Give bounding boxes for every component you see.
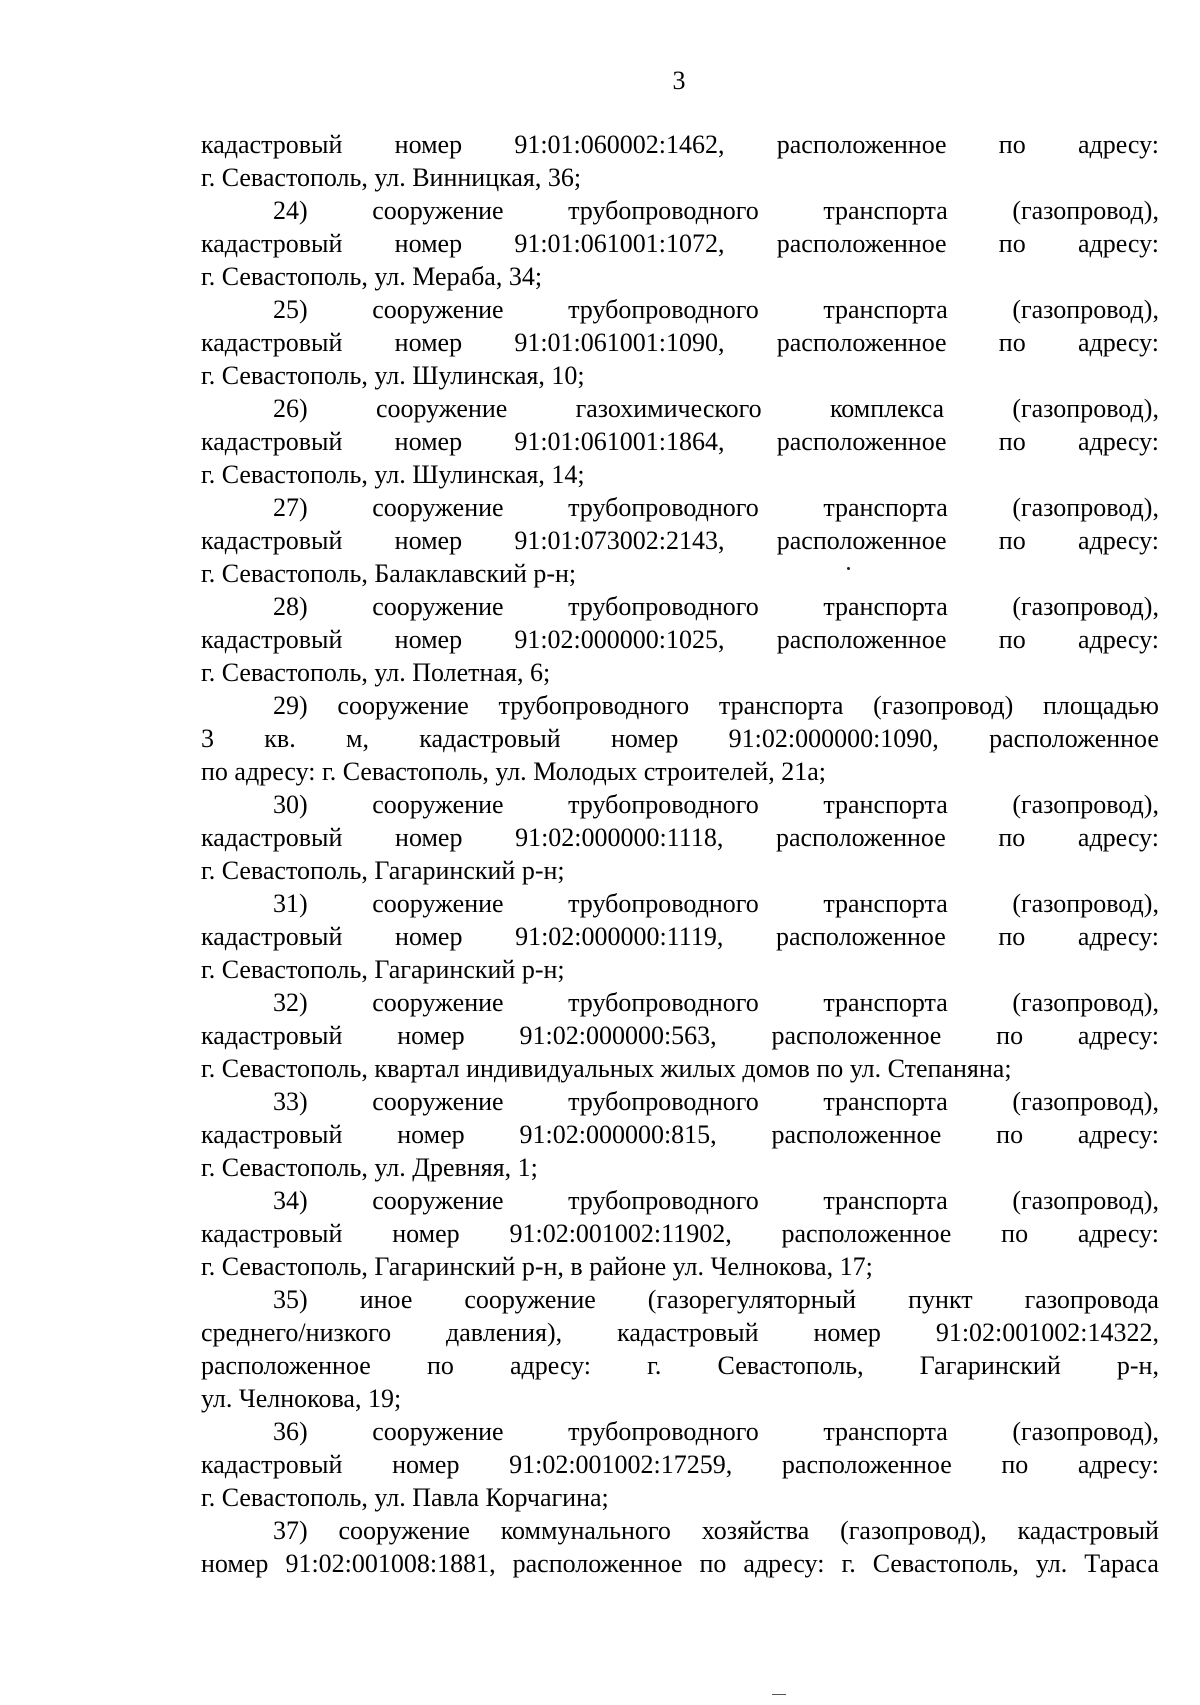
word: Севастополь, [221, 955, 375, 984]
word: Челнокова, [710, 1252, 840, 1281]
word: сооружение [372, 1417, 504, 1446]
word: г. [201, 1483, 222, 1512]
word: в [570, 1252, 590, 1281]
word: 91:02:000000:815, [519, 1120, 717, 1149]
word: (газопровод), [1012, 493, 1159, 522]
word: 36; [547, 163, 582, 192]
text-line [201, 1547, 1159, 1580]
word: газопровода [1024, 1285, 1159, 1314]
word: г. [201, 658, 222, 687]
word: пункт [908, 1285, 973, 1314]
word: адресу: [1077, 427, 1159, 456]
word: кадастровый [201, 1219, 343, 1248]
word: Севастополь, [221, 559, 375, 588]
word: 91:01:061001:1072, [514, 229, 725, 258]
word: номер [394, 625, 463, 654]
word: 91:01:073002:2143, [514, 526, 725, 555]
word: сооружение [372, 889, 504, 918]
word: по [996, 1021, 1024, 1050]
word: 91:01:060002:1462, [514, 130, 725, 159]
word: (газопровод), [1012, 196, 1159, 225]
word: 91:02:001002:17259, [509, 1450, 733, 1479]
word: транспорта [823, 295, 948, 324]
word: 31) [273, 889, 308, 918]
word: (газопровод), [1012, 988, 1159, 1017]
text-line [201, 1085, 1159, 1118]
word: Севастополь, [717, 1351, 864, 1380]
word: (газопровод), [840, 1516, 987, 1545]
word: строителей, [643, 757, 782, 786]
text-line [201, 1217, 1159, 1250]
word: расположенное [771, 1021, 942, 1050]
word: р-н; [533, 559, 577, 588]
word: (газопровод), [1012, 1087, 1159, 1116]
text-line [201, 392, 1159, 425]
word: по [998, 130, 1026, 159]
text-line [201, 227, 1159, 260]
word: Гагаринский [374, 955, 522, 984]
word: адресу: [1077, 1450, 1159, 1479]
word: трубопроводного [568, 790, 759, 819]
word: Севастополь, [221, 658, 375, 687]
word: Севастополь, [221, 1483, 375, 1512]
word: (газопровод), [1012, 1417, 1159, 1446]
word: расположенное [776, 229, 947, 258]
word: 30) [273, 790, 308, 819]
text-line [201, 1514, 1159, 1547]
word: кадастровый [201, 328, 343, 357]
word: транспорта [823, 1087, 948, 1116]
word: трубопроводного [568, 295, 759, 324]
document-body [201, 128, 1159, 1580]
word: индивидуальных [466, 1054, 661, 1083]
text-line [201, 293, 1159, 326]
text-line [201, 260, 1159, 293]
word: кадастровый [201, 625, 343, 654]
word: ул. [374, 163, 413, 192]
word: номер [394, 427, 463, 456]
word: сооружение [337, 691, 469, 720]
word: адресу: [1077, 922, 1159, 951]
word: ул. [374, 262, 413, 291]
word: транспорта [823, 1186, 948, 1215]
word: кадастровый [201, 130, 343, 159]
word: 91:02:000000:1090, [728, 724, 939, 753]
word: по [699, 1549, 727, 1578]
word: 27) [273, 493, 308, 522]
text-line [201, 458, 1159, 491]
word: давления), [446, 1318, 563, 1347]
word: р-н, [1116, 1351, 1159, 1380]
word: по [998, 922, 1026, 951]
word: кадастровый [201, 1021, 343, 1050]
word: транспорта [823, 592, 948, 621]
word: по [426, 1351, 454, 1380]
word: транспорта [823, 1417, 948, 1446]
word: кадастровый [1017, 1516, 1159, 1545]
word: 24) [273, 196, 308, 225]
word: трубопроводного [568, 493, 759, 522]
word: Севастополь, [221, 1054, 375, 1083]
word: сооружение [372, 493, 504, 522]
word: ул. [374, 1483, 413, 1512]
word: 6; [529, 658, 551, 687]
word: 25) [273, 295, 308, 324]
word: 14; [551, 460, 585, 489]
text-line [201, 425, 1159, 458]
word: Севастополь, [221, 1252, 375, 1281]
text-line [201, 623, 1159, 656]
word: ул. [201, 1384, 239, 1413]
text-line [201, 1118, 1159, 1151]
word: кадастровый [201, 922, 343, 951]
word: ул. [374, 460, 413, 489]
word: г. [201, 1054, 222, 1083]
word: по [998, 229, 1026, 258]
word: 91:02:000000:1118, [515, 823, 724, 852]
word: 19; [367, 1384, 402, 1413]
word: расположенное [776, 130, 947, 159]
text-line [201, 128, 1159, 161]
word: адресу: [1077, 1021, 1159, 1050]
word: Тараса [1084, 1549, 1159, 1578]
word: 17; [839, 1252, 873, 1281]
word: Севастополь, [221, 856, 375, 885]
word: 91:01:061001:1864, [514, 427, 725, 456]
word: адресу: [743, 1549, 825, 1578]
word: номер [394, 328, 463, 357]
word: домов [742, 1054, 817, 1083]
word: 91:02:000000:1119, [515, 922, 724, 951]
word: (газопровод), [1012, 889, 1159, 918]
word: 32) [273, 988, 308, 1017]
word: 35) [273, 1285, 308, 1314]
text-line [201, 689, 1159, 722]
word: сооружение [372, 592, 504, 621]
word: ул. [374, 1153, 413, 1182]
text-line [201, 1184, 1159, 1217]
scan-speck [847, 567, 850, 570]
text-line [201, 1052, 1159, 1085]
text-line [201, 326, 1159, 359]
word: среднего/низкого [201, 1318, 392, 1347]
word: Севастополь, [221, 361, 375, 390]
word: по [1001, 1219, 1029, 1248]
word: площадью [1043, 691, 1159, 720]
word: 37) [273, 1516, 308, 1545]
word: кадастровый [201, 526, 343, 555]
word: по [998, 526, 1026, 555]
text-line [201, 524, 1159, 557]
word: (газопровод), [1012, 790, 1159, 819]
word: кадастровый [201, 823, 343, 852]
word: ул. [374, 658, 413, 687]
text-line [201, 887, 1159, 920]
word: ул. [495, 757, 534, 786]
word: 10; [551, 361, 585, 390]
word: по [998, 823, 1026, 852]
word: по [996, 1120, 1024, 1149]
word: трубопроводного [568, 1087, 759, 1116]
word: номер [394, 229, 463, 258]
word: Челнокова, [238, 1384, 368, 1413]
text-line [201, 920, 1159, 953]
word: номер [394, 526, 463, 555]
word: транспорта [718, 691, 844, 720]
page-number: 3 [672, 66, 686, 95]
word: по [998, 625, 1026, 654]
text-line [201, 1415, 1159, 1448]
word: р-н, [521, 1252, 571, 1281]
word: транспорта [823, 889, 948, 918]
word: г. [201, 1153, 222, 1182]
text-line [201, 1250, 1159, 1283]
word: расположенное [771, 1120, 942, 1149]
word: Корчагина; [485, 1483, 609, 1512]
word: сооружение [372, 1087, 504, 1116]
word: трубопроводного [568, 1417, 759, 1446]
word: Гагаринский [374, 856, 522, 885]
word: 91:02:000000:1025, [514, 625, 725, 654]
word: Севастополь, [872, 1549, 1019, 1578]
word: кадастровый [201, 1120, 343, 1149]
word: (газопровод) [873, 691, 1014, 720]
word: г. [321, 757, 343, 786]
word: комплекса [829, 394, 945, 423]
word: Степаняна; [887, 1054, 1012, 1083]
word: сооружение [338, 1516, 470, 1545]
word: Мераба, [412, 262, 509, 291]
word: кадастровый [201, 427, 343, 456]
text-line [201, 491, 1159, 524]
word: г. [201, 163, 222, 192]
word: Полетная, [412, 658, 530, 687]
word: Павла [412, 1483, 486, 1512]
word: адресу: [1077, 625, 1159, 654]
word: 33) [273, 1087, 308, 1116]
text-line [201, 1151, 1159, 1184]
word: по [816, 1054, 850, 1083]
word: расположенное [776, 328, 947, 357]
word: расположенное [776, 526, 947, 555]
text-line [201, 1382, 1159, 1415]
word: трубопроводного [568, 196, 759, 225]
text-line [201, 194, 1159, 227]
word: расположенное [201, 1351, 371, 1380]
word: номер [201, 1549, 269, 1578]
word: по [201, 757, 235, 786]
scan-artifact [772, 1694, 786, 1695]
word: Севастополь, [221, 460, 375, 489]
word: адресу: [1077, 1219, 1159, 1248]
text-line [201, 359, 1159, 392]
word: номер [394, 130, 463, 159]
word: районе [589, 1252, 673, 1281]
word: (газопровод), [1012, 1186, 1159, 1215]
word: 21а; [781, 757, 826, 786]
word: номер [610, 724, 679, 753]
word: адресу: [234, 757, 322, 786]
word: 29) [273, 691, 308, 720]
text-line [201, 821, 1159, 854]
text-line [201, 1316, 1159, 1349]
word: адресу: [1077, 130, 1159, 159]
word: Севастополь, [221, 262, 375, 291]
text-line [201, 656, 1159, 689]
word: 3 [201, 724, 214, 753]
word: 91:01:061001:1090, [514, 328, 725, 357]
word: сооружение [372, 1186, 504, 1215]
word: номер [397, 1021, 465, 1050]
word: г. [647, 1351, 662, 1380]
word: адресу: [510, 1351, 592, 1380]
word: г. [201, 361, 222, 390]
word: Гагаринский [919, 1351, 1061, 1380]
word: сооружение [375, 394, 508, 423]
word: м, [345, 724, 369, 753]
word: (газопровод), [1012, 592, 1159, 621]
word: расположенное [781, 1219, 952, 1248]
word: ул. [1035, 1549, 1068, 1578]
word: номер [813, 1318, 881, 1347]
word: номер [392, 1450, 460, 1479]
word: Севастополь, [221, 1153, 375, 1182]
word: расположенное [776, 427, 947, 456]
word: коммунального [500, 1516, 671, 1545]
word: сооружение [464, 1285, 596, 1314]
word: 36) [273, 1417, 308, 1446]
word: кадастровый [201, 1450, 343, 1479]
word: расположенное [512, 1549, 683, 1578]
word: расположенное [781, 1450, 952, 1479]
word: ул. [374, 361, 413, 390]
word: сооружение [372, 295, 504, 324]
word: Молодых [533, 757, 644, 786]
word: кадастровый [201, 229, 343, 258]
word: Винницкая, [412, 163, 548, 192]
word: жилых [660, 1054, 743, 1083]
word: транспорта [823, 988, 948, 1017]
word: газохимического [575, 394, 762, 423]
word: 91:02:000000:563, [519, 1021, 717, 1050]
word: Севастополь, [221, 163, 375, 192]
word: адресу: [1077, 1120, 1159, 1149]
word: квартал [374, 1054, 467, 1083]
text-line [201, 1349, 1159, 1382]
word: адресу: [1077, 229, 1159, 258]
word: расположенное [775, 823, 946, 852]
word: 34; [508, 262, 543, 291]
word: р-н; [521, 856, 565, 885]
word: расположенное [776, 625, 947, 654]
word: г. [841, 1549, 856, 1578]
word: расположенное [775, 922, 946, 951]
word: кадастровый [419, 724, 561, 753]
text-line [201, 161, 1159, 194]
word: (газорегуляторный [647, 1285, 857, 1314]
word: транспорта [823, 196, 948, 225]
word: Древняя, [412, 1153, 518, 1182]
text-line [201, 788, 1159, 821]
word: трубопроводного [568, 592, 759, 621]
word: Шулинская, [412, 460, 552, 489]
word: по [998, 328, 1026, 357]
text-line [201, 557, 1159, 590]
word: 91:02:001002:14322, [935, 1318, 1159, 1347]
word: г. [201, 955, 222, 984]
word: номер [397, 1120, 465, 1149]
word: г. [201, 262, 222, 291]
word: адресу: [1077, 526, 1159, 555]
word: 1; [517, 1153, 538, 1182]
word: г. [201, 856, 222, 885]
text-line [201, 590, 1159, 623]
word: адресу: [1077, 823, 1159, 852]
word: Балаклавский [374, 559, 534, 588]
word: г. [201, 1252, 222, 1281]
word: (газопровод), [1012, 295, 1159, 324]
text-line [201, 1481, 1159, 1514]
word: 91:02:001008:1881, [285, 1549, 496, 1578]
word: по [1001, 1450, 1029, 1479]
word: Гагаринский [374, 1252, 522, 1281]
text-line [201, 1283, 1159, 1316]
word: сооружение [372, 196, 504, 225]
text-line [201, 722, 1159, 755]
word: трубопроводного [498, 691, 690, 720]
word: р-н; [521, 955, 565, 984]
word: 91:02:001002:11902, [509, 1219, 732, 1248]
word: кв. [264, 724, 296, 753]
text-line [201, 1448, 1159, 1481]
word: кадастровый [617, 1318, 759, 1347]
word: сооружение [372, 790, 504, 819]
word: транспорта [823, 790, 948, 819]
word: трубопроводного [568, 988, 759, 1017]
text-line [201, 755, 1159, 788]
word: номер [395, 922, 463, 951]
word: Севастополь, [342, 757, 496, 786]
word: (газопровод), [1012, 394, 1159, 423]
word: сооружение [372, 988, 504, 1017]
word: 28) [273, 592, 308, 621]
word: транспорта [823, 493, 948, 522]
word: трубопроводного [568, 1186, 759, 1215]
word: Шулинская, [412, 361, 552, 390]
word: иное [359, 1285, 413, 1314]
text-line [201, 1019, 1159, 1052]
text-line [201, 854, 1159, 887]
word: г. [201, 460, 222, 489]
word: номер [395, 823, 463, 852]
word: г. [201, 559, 222, 588]
text-line [201, 986, 1159, 1019]
word: адресу: [1077, 328, 1159, 357]
word: хозяйства [701, 1516, 810, 1545]
word: номер [392, 1219, 460, 1248]
word: ул. [672, 1252, 711, 1281]
word: 34) [273, 1186, 308, 1215]
word: по [998, 427, 1026, 456]
word: 26) [273, 394, 308, 423]
word: ул. [849, 1054, 888, 1083]
text-line [201, 953, 1159, 986]
word: трубопроводного [568, 889, 759, 918]
word: расположенное [989, 724, 1159, 753]
